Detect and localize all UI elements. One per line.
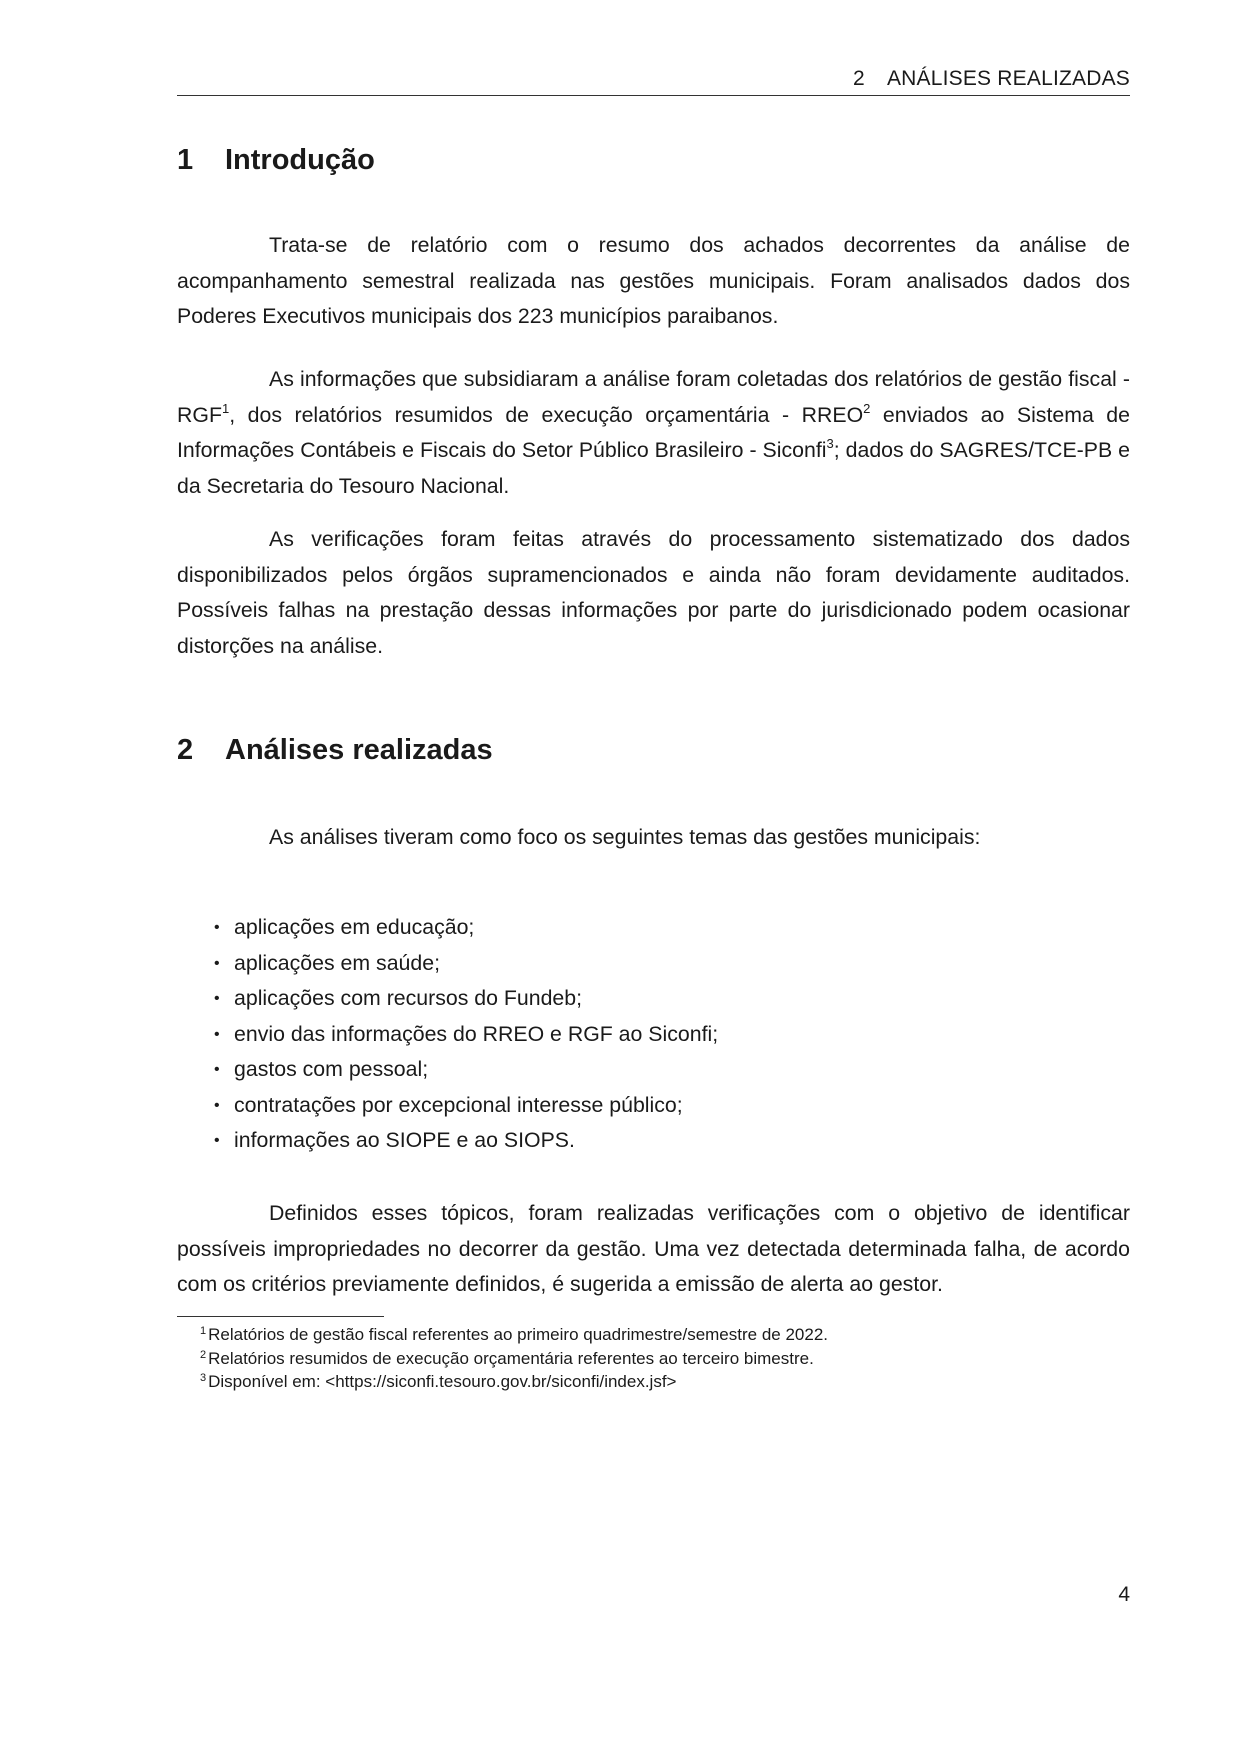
paragraph-intro-3: As verificações foram feitas através do processamento sistematizado dos dados disponibilizados pelos órgãos supramencionados e ainda não foram devidamente auditados. Possíveis falhas na prestação dessas informações por parte do jurisdicionado podem ocasionar distorções na análise.	[177, 527, 1130, 658]
list-item	[212, 1123, 718, 1159]
paragraph-analises-closing: Definidos esses tópicos, foram realizadas verificações com o objetivo de identificar possíveis impropriedades no decorrer da gestão. Uma vez detectada determinada falha, de acordo com os critérios previamente definidos, é sugerida a emissão de alerta ao gestor.	[177, 1201, 1130, 1296]
page-number: 4	[1118, 1583, 1130, 1606]
paragraph-text: ; dados do SAGRES/TCE-PB e da Secretaria do Tesouro Nacional.	[177, 438, 1131, 498]
paragraph-intro-2	[177, 362, 1130, 504]
section-heading-introducao	[177, 143, 375, 177]
bullet-icon: •	[214, 1025, 220, 1043]
running-header	[177, 66, 1130, 92]
list-item-text: informações ao SIOPE e ao SIOPS.	[234, 1128, 575, 1152]
section-number: 2	[177, 734, 194, 766]
header-rule	[177, 95, 1130, 96]
paragraph-text: As informações que subsidiaram a análise foram coletadas dos relatórios de gestão fiscal - RGF	[177, 367, 1130, 427]
section-title: Análises realizadas	[225, 734, 493, 766]
footnote-2	[200, 1347, 828, 1371]
bullet-icon: •	[214, 990, 220, 1007]
bullet-icon: •	[214, 954, 220, 972]
section-heading-analises	[177, 733, 493, 767]
footnote-text: Relatórios resumidos de execução orçamentária referentes ao terceiro bimestre.	[208, 1348, 814, 1368]
footnote-ref-2[interactable]: 2	[863, 400, 871, 416]
paragraph-analises-intro: As análises tiveram como foco os seguintes temas das gestões municipais:	[269, 825, 981, 849]
list-item	[212, 1088, 718, 1124]
list-item-text: aplicações com recursos do Fundeb;	[234, 986, 583, 1010]
list-item-text: envio das informações do RREO e RGF ao Siconfi;	[234, 1021, 719, 1046]
footnote-1	[200, 1323, 828, 1347]
list-item	[212, 946, 718, 982]
bullet-icon: •	[214, 1132, 220, 1149]
bullet-icon: •	[214, 1061, 220, 1078]
footnote-mark: 1	[200, 1325, 207, 1337]
footnote-ref-3[interactable]: 3	[826, 436, 834, 451]
footnote-mark: 3	[200, 1372, 207, 1384]
footnote-rule	[177, 1316, 384, 1317]
list-item-text: gastos com pessoal;	[234, 1057, 429, 1081]
running-header-number: 2	[853, 67, 865, 90]
topics-list	[212, 910, 718, 1159]
paragraph-text: enviados ao Sistema de Informações Contábeis e Fiscais do Setor Público Brasileiro - Siconfi	[177, 402, 1130, 462]
list-item-text: aplicações em educação;	[234, 915, 475, 939]
list-item	[212, 981, 718, 1017]
bullet-icon: •	[214, 1096, 220, 1114]
list-item	[212, 910, 718, 946]
paragraph-text: , dos relatórios resumidos de execução orçamentária - RREO	[229, 402, 864, 427]
list-item	[212, 1017, 718, 1053]
footnotes	[200, 1323, 828, 1394]
list-item	[212, 1052, 718, 1088]
bullet-icon: •	[214, 919, 220, 936]
list-item-text: aplicações em saúde;	[234, 950, 440, 975]
footnote-ref-1[interactable]: 1	[221, 400, 230, 416]
section-number: 1	[177, 144, 194, 176]
footnote-3	[200, 1370, 828, 1394]
footnote-link[interactable]: Disponível em: <https://siconfi.tesouro.gov.br/siconfi/index.jsf>	[208, 1372, 677, 1391]
section-title: Introdução	[225, 144, 375, 176]
footnote-text: Relatórios de gestão fiscal referentes ao primeiro quadrimestre/semestre de 2022.	[208, 1325, 828, 1344]
footnote-mark: 2	[200, 1348, 207, 1361]
paragraph-intro-1: Trata-se de relatório com o resumo dos achados decorrentes da análise de acompanhamento semestral realizada nas gestões municipais. Foram analisados dados dos Poderes Executivos municipais dos 223 municípios paraibanos.	[177, 233, 1130, 328]
list-item-text: contratações por excepcional interesse público;	[234, 1092, 683, 1117]
running-header-title: ANÁLISES REALIZADAS	[886, 67, 1130, 90]
